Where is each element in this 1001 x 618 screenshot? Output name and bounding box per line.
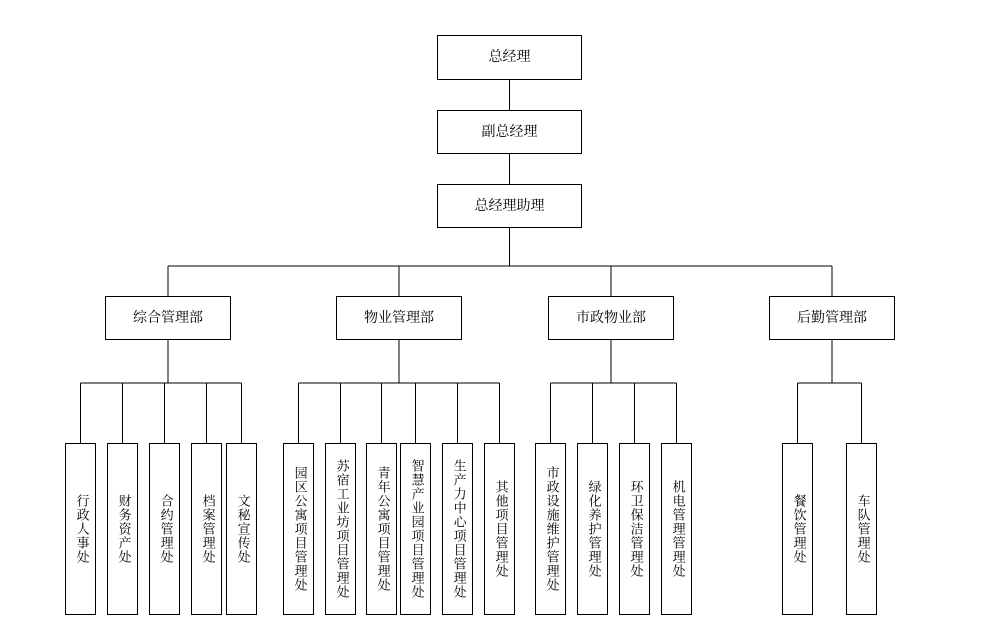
org-node-label: 绿化养护管理处: [585, 480, 601, 578]
org-node-b0[interactable]: [283, 443, 314, 615]
org-node-label: 市政设施维护管理处: [543, 466, 559, 592]
org-node-n2[interactable]: [437, 184, 582, 228]
org-node-label: 机电管理管理处: [669, 480, 685, 578]
org-node-b5[interactable]: [484, 443, 515, 615]
org-node-label: 档案管理处: [199, 494, 215, 564]
org-node-label: 苏宿工业坊项目管理处: [333, 459, 349, 599]
org-node-c1[interactable]: [577, 443, 608, 615]
org-node-d0[interactable]: [105, 296, 231, 340]
org-node-label: 其他项目管理处: [492, 480, 508, 578]
org-node-e1[interactable]: [846, 443, 877, 615]
org-node-a2[interactable]: [149, 443, 180, 615]
org-node-n1[interactable]: [437, 110, 582, 154]
org-node-c0[interactable]: [535, 443, 566, 615]
org-node-label: 青年公寓项目管理处: [374, 466, 390, 592]
org-node-a0[interactable]: [65, 443, 96, 615]
org-node-label: 智慧产业园项目管理处: [408, 459, 424, 599]
org-node-b2[interactable]: [366, 443, 397, 615]
org-node-label: 生产力中心项目管理处: [450, 459, 466, 599]
org-node-label: 财务资产处: [115, 494, 131, 564]
org-node-label: 环卫保洁管理处: [627, 480, 643, 578]
org-node-b3[interactable]: [400, 443, 431, 615]
org-node-n0[interactable]: [437, 35, 582, 80]
org-node-a4[interactable]: [226, 443, 257, 615]
org-node-label: 物业管理部: [364, 309, 434, 326]
org-node-label: 副总经理: [481, 123, 538, 140]
org-node-label: 车队管理处: [854, 494, 870, 564]
org-node-label: 总经理助理: [474, 197, 545, 214]
org-node-label: 合约管理处: [157, 494, 173, 564]
org-node-label: 市政物业部: [576, 309, 646, 326]
org-node-label: 文秘宣传处: [234, 494, 250, 564]
org-node-c2[interactable]: [619, 443, 650, 615]
org-node-e0[interactable]: [782, 443, 813, 615]
org-node-d2[interactable]: [548, 296, 674, 340]
org-node-a3[interactable]: [191, 443, 222, 615]
org-node-b4[interactable]: [442, 443, 473, 615]
org-node-label: 园区公寓项目管理处: [291, 466, 307, 592]
org-node-d3[interactable]: [769, 296, 895, 340]
org-node-c3[interactable]: [661, 443, 692, 615]
org-node-label: 总经理: [488, 49, 531, 66]
org-node-label: 餐饮管理处: [790, 494, 806, 564]
org-node-b1[interactable]: [325, 443, 356, 615]
org-node-label: 行政人事处: [73, 494, 89, 564]
org-node-label: 后勤管理部: [797, 309, 867, 326]
org-node-label: 综合管理部: [133, 309, 203, 326]
org-node-a1[interactable]: [107, 443, 138, 615]
org-node-d1[interactable]: [336, 296, 462, 340]
